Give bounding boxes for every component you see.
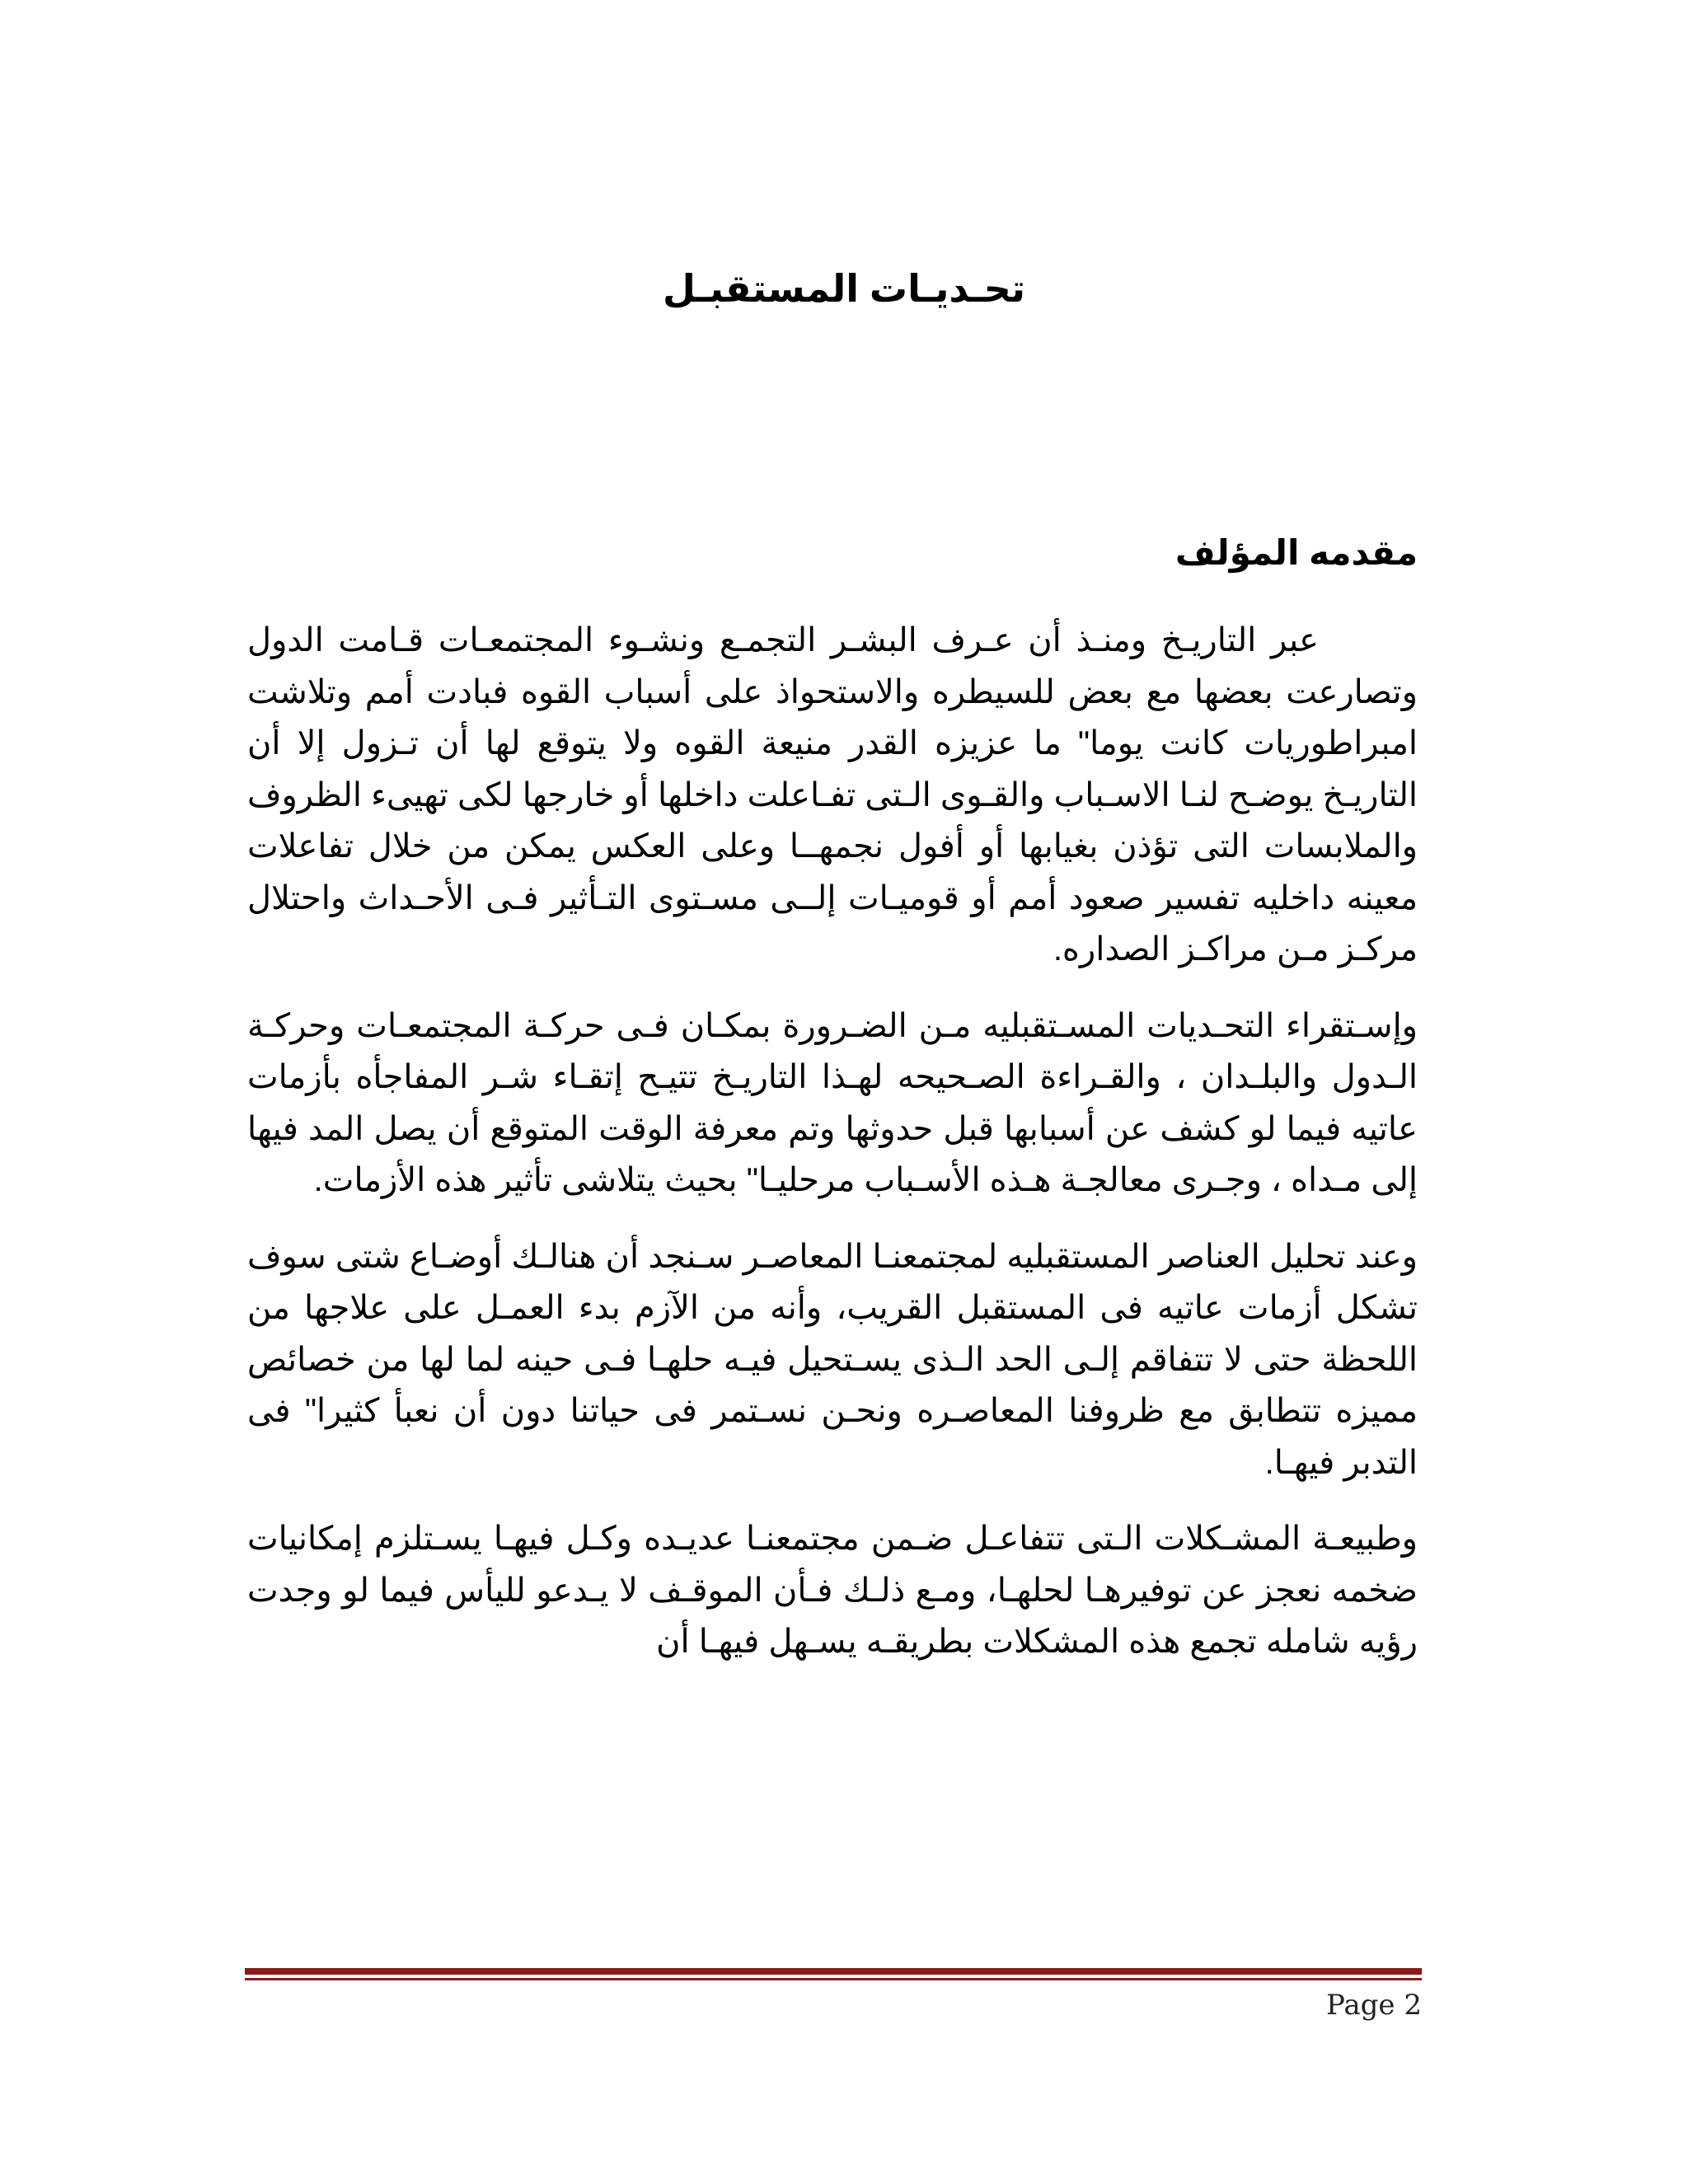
page-number: Page 2 <box>1326 1989 1422 2022</box>
section-heading: مقدمه المؤلف <box>1175 533 1418 572</box>
paragraph-4: وطبيعـة المشـكلات الـتى تتفاعـل ضـمن مجتمعنـا عديـده وكـل فيهـا يسـتلزم إمكانيات ضخمه نعجز عن توفيرهـا لحلهـا، ومـع ذلـك فـأن الموقـف لا يـدعو لليأس فيما لو وجدت رؤيه شامله تجمع هذه المشكلات بطريقـه يسـهل فيهـا أن <box>247 1521 1418 1660</box>
document-body <box>247 527 1418 1693</box>
page-title: تحـديـات المستقبـل <box>662 267 1026 310</box>
paragraph-2: وإسـتقراء التحـديات المسـتقبليه مـن الضـرورة بمكـان فـى حركـة المجتمعـات وحركـة الـدول والبلـدان ، والقـراءة الصـحيحه لهـذا التاريـخ تتيـح إتقـاء شـر المفاجأه بأزمات عاتيه فيما لو كشف عن أسبابها قبل حدوثها وتم معرفة الوقت المتوقع أن يصل المد فيها إلى مـداه ، وجـرى معالجـة هـذه الأسـباب مرحليـا" بحيث يتلاشى تأثير هذه الأزمات. <box>247 1007 1418 1198</box>
footer-divider <box>245 1968 1422 1980</box>
paragraph-1: عبر التاريـخ ومنـذ أن عـرف البشـر التجمـع ونشـوء المجتمعـات قـامت الدول وتصارعت بعضها مع بعض للسيطره والاستحواذ على أسباب القوه فبادت أمم وتلاشت امبراطوريات كانت يوما" ما عزيزه القدر منيعة القوه ولا يتوقع لها أن تـزول إلا أن التاريـخ يوضـح لنـا الاسـباب والقـوى الـتى تفـاعلت داخلها أو خارجها لكى تهيىء الظروف والملابسات التى تؤذن بغيابها أو أفول نجمهــا وعلى العكس يمكن من خلال تفاعلات معينه داخليه تفسير صعود أمم أو قوميـات إلــى مسـتوى التـأثير فـى الأحـداث واحتلال مركـز مـن مراكـز الصداره. <box>247 622 1418 968</box>
footer-rule-thick <box>245 1968 1422 1975</box>
footer-rule-thin <box>245 1978 1422 1980</box>
paragraph-3: وعند تحليل العناصر المستقبليه لمجتمعنـا المعاصـر سـنجد أن هنالـك أوضـاع شتى سوف تشكل أزمات عاتيه فى المستقبل القريب، وأنه من الآزم بدء العمـل على علاجها من اللحظة حتى لا تتفاقم إلـى الحد الـذى يسـتحيل فيـه حلهـا فـى حينه لما لها من خصائص مميزه تتطابق مع ظروفنا المعاصـره ونحـن نسـتمر فى حياتنا دون أن نعبأ كثيرا" فى التدبر فيهـا. <box>247 1238 1418 1481</box>
